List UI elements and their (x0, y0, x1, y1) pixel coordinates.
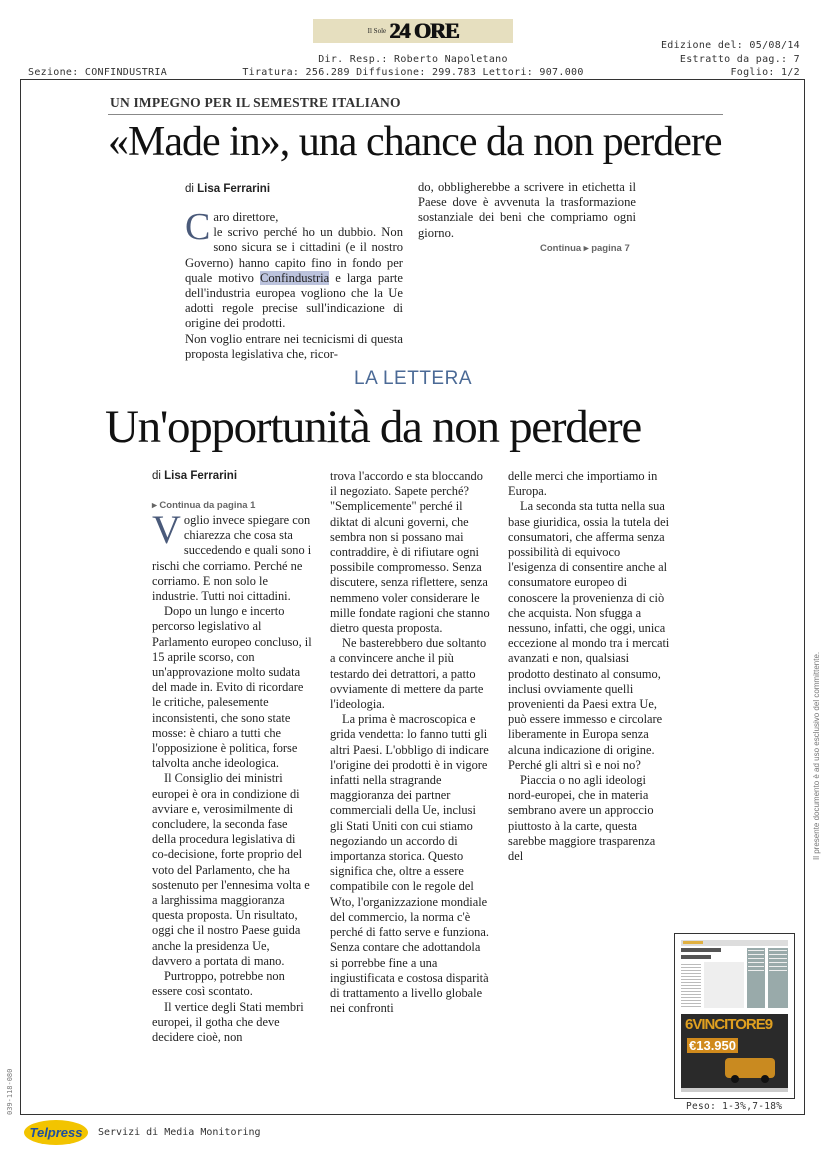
dropcap: C (185, 206, 211, 248)
paragraph: Il vertice degli Stati membri europei, il gotha che deve decidere cioè, non (152, 999, 304, 1044)
paragraph: Piaccia o no agli ideologi nord-europei, che in materia sembrano avere un approccio piuttosto à la carte, questa sarebbe maggiore trasparenza del (508, 773, 656, 864)
estratto: Estratto da pag.: 7 (679, 54, 800, 65)
continua-da-link[interactable]: ▸ Continua da pagina 1 (152, 500, 256, 511)
peso: Peso: 1-3%,7-18% (686, 1101, 783, 1112)
byline-di: di (185, 183, 194, 195)
paragraph: delle merci che importiamo in Europa. (508, 469, 658, 499)
paragraph: La seconda sta tutta nella sua base giuridica, ossia la tutela dei consumatori, che afferma senza possibilità di equivoco l'esigenza di consentire anche al consumatore europeo di conoscere la provenienza di ciò che acquista. Non sfugga a nessuno, infatti, che oggi, unica eccezione al mondo tra i mercati avanzati e non, qualsiasi prodotto destinato al consumo, inclusi ovviamente quelli provenienti da Paesi extra Ue, può essere immesso e circolare liberamente in Europa senza alcuna indicazione di origine. Perché gli altri sì e noi no? (508, 499, 670, 772)
article1-col1 (185, 206, 403, 362)
confindustria-highlight: Confindustria (259, 270, 330, 285)
newspaper-logo (313, 19, 513, 43)
article2-col1 (152, 507, 312, 1045)
byline-1 (185, 183, 270, 195)
article1-col1-text-c: Non voglio entrare nei tecnicismi di questa proposta legislativa che, ricor- (185, 331, 403, 361)
paragraph: Purtroppo, potrebbe non essere così scontato. (152, 969, 285, 999)
doc-code: 039-118-080 (6, 1068, 14, 1115)
paragraph: Dopo un lungo e incerto percorso legislativo al Parlamento europeo concluso, il 15 aprile scorso, con un'approvazione molto sudata del made in. Evito di ricordare le critiche, palesemente inconsistenti, che sono state mosse: è chiaro a tutti che l'opposizione è politica, forse talvolta anche ideologica. (152, 604, 312, 771)
byline-di: di (152, 470, 161, 482)
continua-link[interactable]: Continua ▸ pagina 7 (540, 243, 630, 254)
article1-col1-text-a: aro direttore, le scrivo perché ho un dubbio. Non sono sicura se i cittadini (e il nostro Governo) hanno capito fino in fondo per quale motivo (185, 210, 403, 285)
telpress-logo (24, 1120, 88, 1145)
dir-resp: Dir. Resp.: Roberto Napoletano (318, 54, 508, 65)
article1-col2 (418, 180, 636, 241)
logo-big-text: 24 ORE (389, 18, 459, 43)
foglio: Foglio: 1/2 (730, 67, 800, 78)
kicker: UN IMPEGNO PER IL SEMESTRE ITALIANO (110, 95, 401, 110)
edizione: Edizione del: 05/08/14 (660, 40, 800, 51)
byline-2 (152, 470, 237, 482)
tiratura: Tiratura: 256.289 Diffusione: 299.783 Lettori: 907.000 (242, 67, 584, 78)
byline-author: Lisa Ferrarini (164, 470, 238, 482)
paragraph-text: oglio invece spiegare con chiarezza che cosa sta succedendo e quali sono i rischi che corriamo. Perché ne corriamo. E non solo le industrie. Tutti noi cittadini. (152, 513, 312, 604)
article2-col3 (508, 469, 670, 864)
headline-2: Un'opportunità da non perdere (105, 401, 641, 453)
paragraph: Il Consiglio dei ministri europei è ora in condizione di avviare e, verosimilmente di concludere, la seconda fase della procedura legislativa di co-decisione, forte proprio del voto del Parlamento, che ha sostenuto per l'ennesima volta e a larghissima maggioranza questa proposta. Un risultato, oggi che il nostro Paese guida anche la presidenza Ue, davvero a portata di mano. (152, 771, 310, 968)
paragraph: Ne basterebbero due soltanto a convincere anche il più testardo dei detrattori, a patto ovviamente di mettere da parte l'ideologia. (330, 636, 487, 712)
ad-headline: 6VINCITORE9 (685, 1016, 773, 1033)
byline-author: Lisa Ferrarini (197, 183, 271, 195)
article2-col2 (330, 469, 490, 1016)
paragraph: trova l'accordo e sta bloccando il negoziato. Sapete perché? "Semplicemente" perché il diktat di alcuni governi, che sembra non si possano mai contraddire, è di rifiutare ogni possibile compromesso. Senza discutere, senza riflettere, senza nemmeno voler considerare le mille fondate ragioni che stanno dietro questa proposta. (330, 469, 490, 636)
page-thumbnail[interactable] (674, 933, 795, 1099)
telpress-logo-text: Telpress (29, 1125, 83, 1140)
ad-price: €13.950 (689, 1038, 736, 1053)
article1-col1-text-b: e larga parte dell'industria europea vogliono che la Ue adotti regole precise sull'indicazione di origine dei prodotti. (185, 270, 403, 331)
logo-small-text: Il Sole (367, 27, 387, 35)
dropcap: V (152, 507, 181, 552)
paragraph: La prima è macroscopica e grida vendetta: lo fanno tutti gli altri Paesi. L'obbligo di indicare l'origine dei prodotti è in vigore infatti nella stragrande maggioranza dei partner commerciali della Ue, inclusi gli Stati Uniti con cui stiamo negoziando un accordo di importanza storica. Questo significa che, oltre a essere compatibile con le regole del Wto, l'organizzazione mondiale del commercio, la norma c'è perché di fatto serve e funziona. Senza contare che adottandola si porrebbe fine a una ingiustificata e costosa disparità di trattamento a livello globale nei confronti (330, 712, 489, 1016)
kicker-rule (108, 114, 723, 115)
headline-1: «Made in», una chance da non perdere (108, 119, 722, 165)
sezione: Sezione: CONFINDUSTRIA (28, 67, 168, 78)
paragraph (152, 507, 312, 604)
usage-notice: Il presente documento è ad uso esclusivo del committente. (812, 651, 821, 860)
section-label: LA LETTERA (354, 368, 472, 389)
footer-service: Servizi di Media Monitoring (98, 1127, 261, 1138)
article1-col2-text: do, obbligherebbe a scrivere in etichetta il Paese dove è avvenuta la trasformazione sostanziale dei beni che compriamo ogni giorno. (418, 180, 636, 240)
